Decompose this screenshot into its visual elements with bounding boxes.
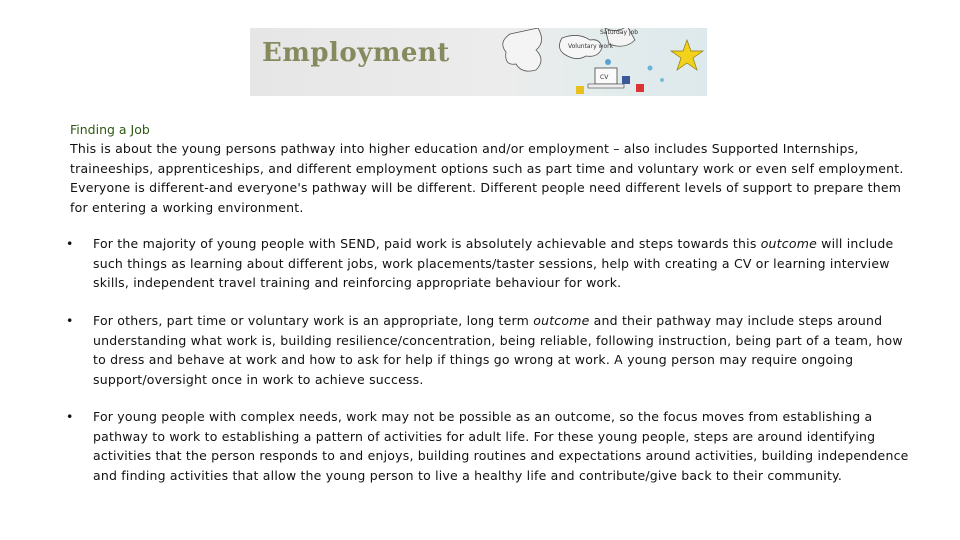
bullet-text-part: will include such things as learning about different jobs, work placements/taster sessions, help with creating a CV or learning interview skills, independent travel training and reinforcing appropriate behaviour for work. (93, 236, 894, 290)
bullet-marker: • (66, 236, 74, 251)
bullet-marker: • (66, 409, 74, 424)
bullet-text-part: For the majority of young people with SEND, paid work is absolutely achievable and steps towards this (93, 236, 761, 251)
bullet-text (93, 311, 912, 389)
doodle-text: Voluntary work (568, 43, 614, 50)
star-icon (671, 40, 703, 70)
doodle-square-yellow (576, 86, 584, 94)
list-item (66, 407, 912, 485)
employment-banner-image (250, 28, 707, 96)
doodle-dot (648, 66, 653, 71)
keyboard-icon (588, 84, 624, 88)
banner-title: Employment (262, 38, 450, 68)
bullet-text-part: and their pathway may include steps around understanding what work is, building resilience/concentration, being reliable, following instruction, being part of a team, how to dress and behave at work and how to ask for help if things go wrong at work. A young person may require ongoing support/oversight once in work to achieve success. (93, 313, 903, 387)
list-item (66, 311, 912, 389)
bullet-text (93, 234, 912, 293)
banner-doodles (250, 28, 707, 96)
bullet-emphasis: outcome (533, 313, 590, 328)
bullet-text-part: For young people with complex needs, work may not be possible as an outcome, so the focus moves from establishing a pathway to work to establishing a pattern of activities for adult life. For these young people, steps are around identifying activities that the person responds to and enjoys, building routines and expectations around activities, building independence and finding activities that allow the young person to live a healthy life and contribute/give back to their community. (93, 409, 909, 483)
bullet-text-part: For others, part time or voluntary work is an appropriate, long term (93, 313, 534, 328)
bullet-marker: • (66, 313, 74, 328)
list-item (66, 234, 912, 293)
doodle-cloud (503, 28, 542, 71)
facebook-icon (622, 76, 630, 84)
bullet-text (93, 407, 912, 485)
doodle-text: Saturday job (600, 29, 639, 36)
doodle-dot (660, 78, 664, 82)
intro-paragraph: This is about the young persons pathway into higher education and/or employment – also includes Supported Internships, traineeships, apprenticeships, and different employment options such as part time and voluntary work or even self employment. Everyone is different-and everyone's pathway will be different. Different people need different levels of support to prepare them for entering a working environment. (70, 141, 904, 215)
doodle-square-red (636, 84, 644, 92)
doodle-dot (605, 59, 611, 65)
bullet-emphasis: outcome (760, 236, 817, 251)
section-title: Finding a Job (70, 122, 150, 137)
doodle-text: CV (600, 74, 609, 81)
